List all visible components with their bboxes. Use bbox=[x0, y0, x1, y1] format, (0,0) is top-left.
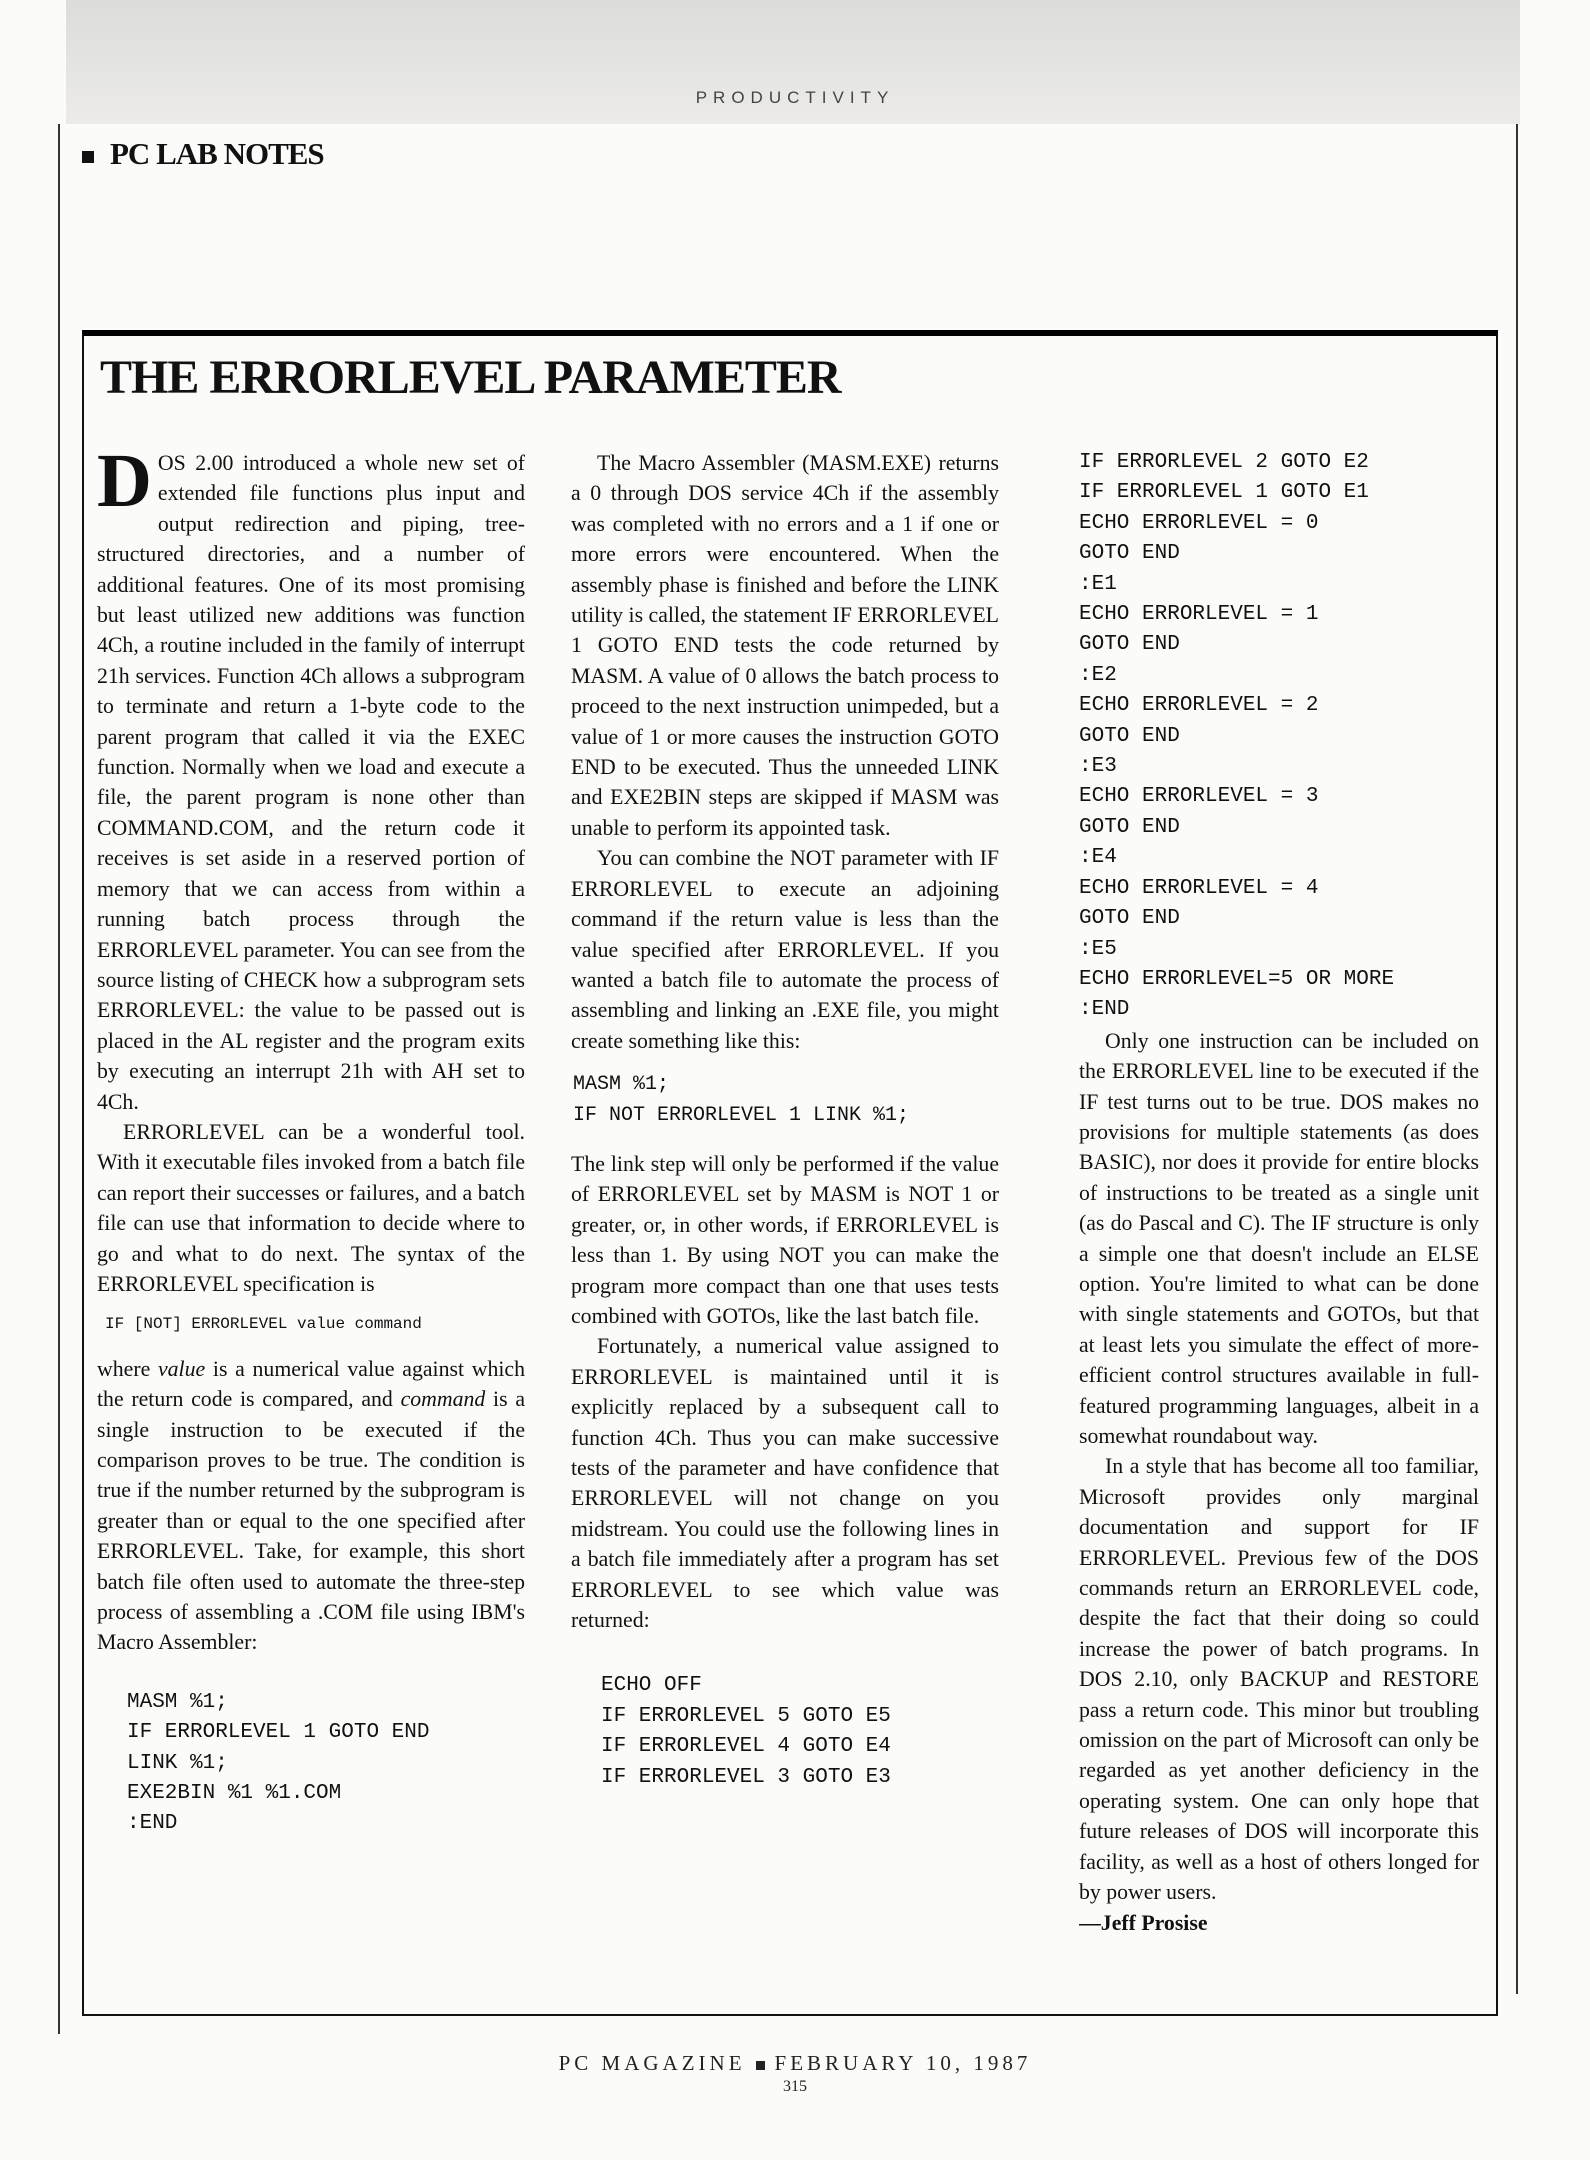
paragraph: The Macro Assembler (MASM.EXE) returns a 0 through DOS service 4Ch if the assembly was completed with no errors and a 1 if one or more errors were encountered. When the assembly phase is finished and before the LINK utility is called, the statement IF ERRORLEVEL 1 GOTO END tests the code returned by MASM. A value of 0 allows the batch process to proceed to the next instruction unimpeded, but a value of 1 or more causes the instruction GOTO END to be executed. Thus the unneeded LINK and EXE2BIN steps are skipped if MASM was unable to perform its appointed task. bbox=[571, 451, 999, 840]
page-footer bbox=[0, 2051, 1590, 2076]
drop-cap: D bbox=[97, 448, 152, 523]
paragraph: The link step will only be performed if the value of ERRORLEVEL set by MASM is NOT 1 or greater, or, in other words, if ERRORLEVEL is less than 1. By using NOT you can make the program more compact than one that uses tests combined with GOTOs, like the last batch file. bbox=[571, 1151, 999, 1328]
bullet-square-icon bbox=[82, 151, 94, 163]
paragraph: You can combine the NOT parameter with IF ERRORLEVEL to execute an adjoining command if the return value is less than the value specified after ERRORLEVEL. If you wanted a batch file to automate the process of assembling and linking an .EXE file, you might create something like this: bbox=[571, 846, 999, 1053]
separator-square-icon bbox=[756, 2061, 765, 2070]
page-number: 315 bbox=[783, 2078, 807, 2095]
italic-term: value bbox=[157, 1356, 206, 1381]
left-rule bbox=[58, 124, 60, 2034]
paragraph bbox=[97, 448, 525, 1117]
article-column-3 bbox=[1079, 448, 1479, 2003]
text-run: where bbox=[97, 1356, 158, 1381]
column-label bbox=[82, 136, 324, 172]
paragraph bbox=[97, 1354, 525, 1658]
article-column-2 bbox=[571, 448, 999, 2003]
paragraph: In a style that has become all too familiar, Microsoft provides only marginal documentation and support for IF ERRORLEVEL. Previous few of the DOS commands return an ERRORLEVEL code, despite the fact that their doing so could increase the power of batch programs. In DOS 2.10, only BACKUP and RESTORE pass a return code. This minor but troubling omission on the part of Microsoft can only be regarded as yet another deficiency in the operating system. One can only hope that future releases of DOS will incorporate this facility, as well as a host of others longed for by power users. bbox=[1079, 1454, 1479, 1905]
syntax-line: IF [NOT] ERRORLEVEL value command bbox=[105, 1315, 422, 1334]
text-run: is a single instruction to be executed if the comparison proves to be true. The condition is true if the number returned by the subprogram is greater than or equal to the one specified after ERRORLEVEL. Take, for example, this short batch file often used to automate the three-step process of assembling a .COM file using IBM's Macro Assembler: bbox=[97, 1387, 525, 1655]
column-label-text: PC LAB NOTES bbox=[110, 136, 324, 171]
section-kicker: PRODUCTIVITY bbox=[695, 88, 895, 107]
code-listing: ECHO OFF IF ERRORLEVEL 5 GOTO E5 IF ERRORLEVEL 4 GOTO E4 IF ERRORLEVEL 3 GOTO E3 bbox=[601, 1674, 891, 1789]
author-signature: —Jeff Prosise bbox=[1079, 1910, 1208, 1935]
right-rule bbox=[1516, 124, 1518, 1994]
text-run: is a numerical value against which the return code is compared, and bbox=[97, 1356, 525, 1412]
italic-term: command bbox=[400, 1387, 486, 1412]
code-listing: MASM %1; IF ERRORLEVEL 1 GOTO END LINK %1; EXE2BIN %1 %1.COM :END bbox=[127, 1690, 430, 1836]
paragraph: Fortunately, a numerical value assigned to ERRORLEVEL is maintained until it is explicitly replaced by a subsequent call to function 4Ch. Thus you can make successive tests of the parameter and have confidence that ERRORLEVEL will not change on you midstream. You could use the following lines in a batch file immediately after a program has set ERRORLEVEL to see which value was returned: bbox=[571, 1334, 999, 1633]
article-title: THE ERRORLEVEL PARAMETER bbox=[100, 351, 841, 404]
publication-name: PC MAGAZINE bbox=[558, 2051, 746, 2075]
code-listing: IF ERRORLEVEL 2 GOTO E2 IF ERRORLEVEL 1 GOTO E1 ECHO ERRORLEVEL = 0 GOTO END :E1 ECHO ERRORLEVEL = 1 GOTO END :E2 ECHO ERRORLEVEL = 2 GOTO END :E3 ECHO ERRORLEVEL = 3 GOTO END :E4 ECHO ERRORLEVEL = 4 GOTO END :E5 ECHO ERRORLEVEL=5 OR MORE :END bbox=[1079, 451, 1395, 1022]
paragraph: ERRORLEVEL can be a wonderful tool. With it executable files invoked from a batch file can report their successes or failures, and a batch file can use that information to decide where to go and what to do next. The syntax of the ERRORLEVEL specification is bbox=[97, 1119, 525, 1296]
paragraph: Only one instruction can be included on the ERRORLEVEL line to be executed if the IF test turns out to be true. DOS makes no provisions for multiple statements (as does BASIC), nor does it provide for entire blocks of instructions to be treated as a single unit (as do Pascal and C). The IF structure is only a simple one that doesn't include an ELSE option. You're limited to what can be done with single statements and GOTOs, but that at least lets you simulate the effect of more-efficient control structures available in full-featured programming languages, albeit in a somewhat roundabout way. bbox=[1079, 1028, 1479, 1448]
code-listing: MASM %1; IF NOT ERRORLEVEL 1 LINK %1; bbox=[573, 1073, 910, 1127]
article-column-1 bbox=[97, 448, 525, 2003]
issue-date: FEBRUARY 10, 1987 bbox=[774, 2051, 1032, 2075]
paragraph-text: OS 2.00 introduced a whole new set of extended file functions plus input and output redirection and piping, tree-structured directories, and a number of additional features. One of its most promising but least utilized new additions was function 4Ch, a routine included in the family of interrupt 21h services. Function 4Ch allows a subprogram to terminate and return a 1-byte code to the parent program that called it via the EXEC function. Normally when we load and execute a file, the parent program is none other than COMMAND.COM, and the return code it receives is set aside in a reserved portion of memory that we can access from within a running batch process through the ERRORLEVEL parameter. You can see from the source listing of CHECK how a subprogram sets ERRORLEVEL: the value to be passed out is placed in the AL register and the program exits by executing an interrupt 21h with AH set to 4Ch. bbox=[97, 451, 525, 1114]
